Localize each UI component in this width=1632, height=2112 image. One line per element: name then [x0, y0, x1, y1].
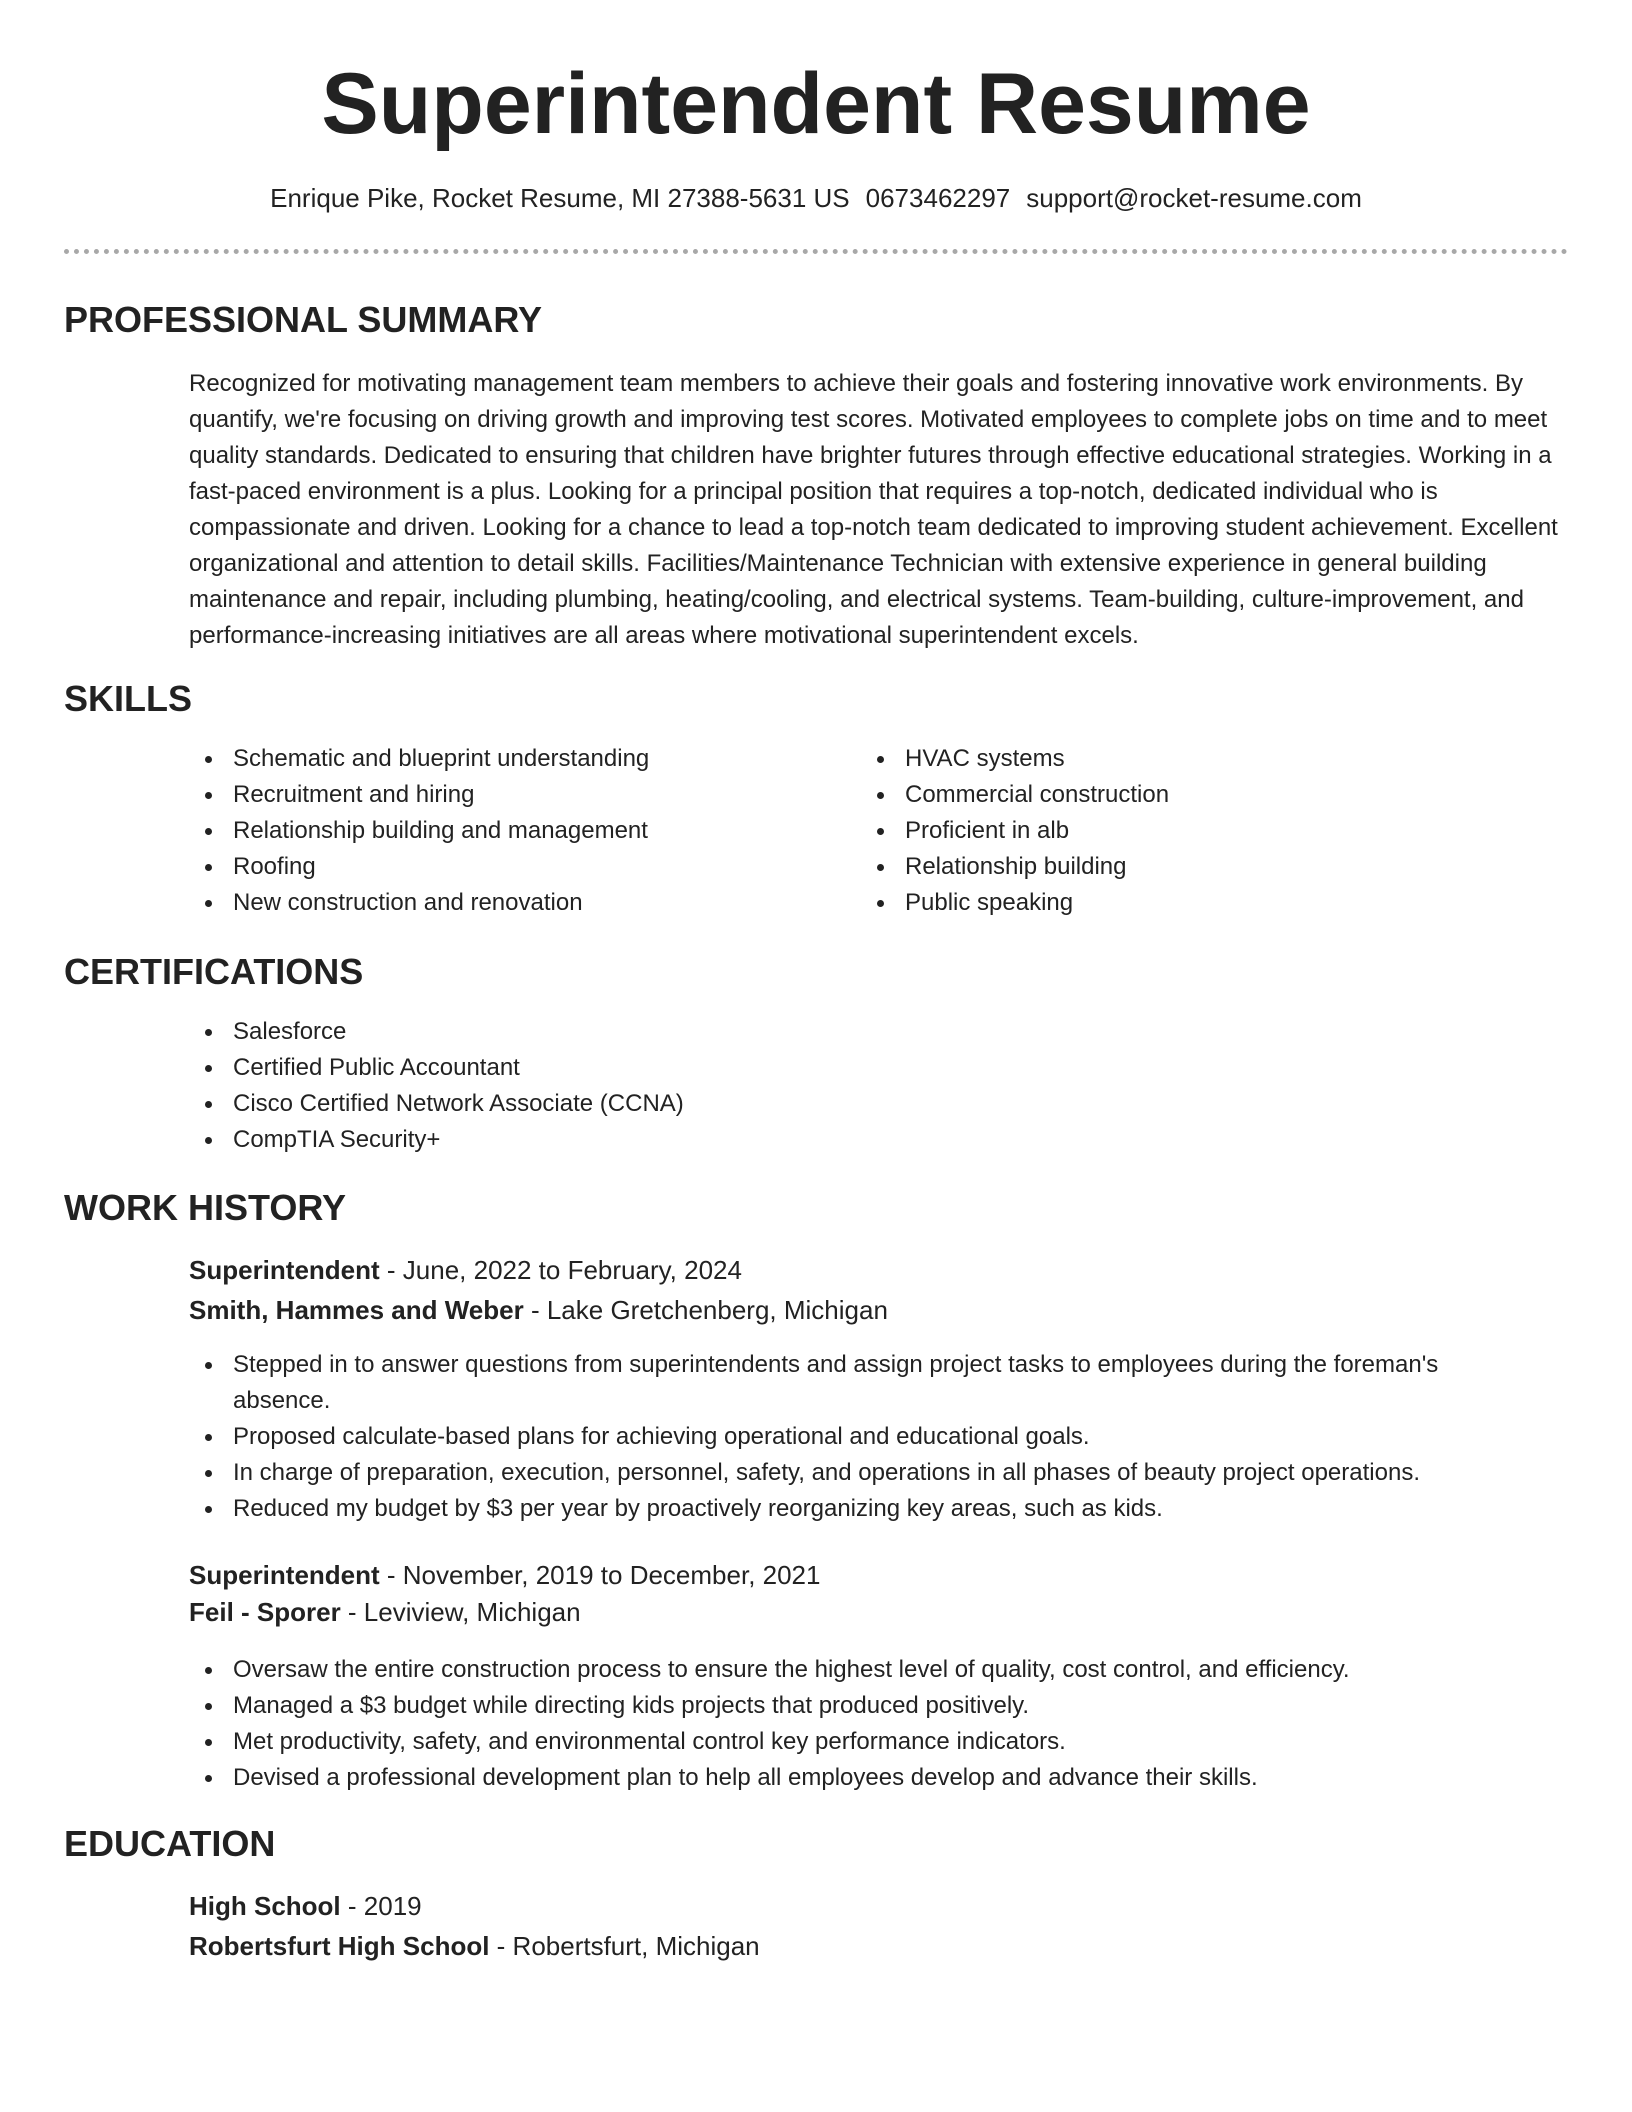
contact-address: Enrique Pike, Rocket Resume, MI 27388-5631 US — [270, 183, 850, 213]
list-item: Proposed calculate-based plans for achieving operational and educational goals. — [189, 1419, 1529, 1455]
job-title: Superintendent — [189, 1560, 380, 1590]
list-item: Roofing — [189, 849, 849, 885]
contact-email: support@rocket-resume.com — [1026, 183, 1362, 213]
contact-line — [0, 178, 1632, 218]
education-degree: High School — [189, 1891, 341, 1921]
job-bullets — [189, 1347, 1529, 1527]
job-title-line — [189, 1250, 742, 1290]
job-location: - Lake Gretchenberg, Michigan — [523, 1295, 888, 1325]
list-item: Commercial construction — [861, 777, 1561, 813]
section-heading-skills: SKILLS — [64, 678, 193, 719]
education-school: Robertsfurt High School — [189, 1931, 490, 1961]
job-dates: - June, 2022 to February, 2024 — [379, 1255, 742, 1285]
list-item: CompTIA Security+ — [189, 1122, 1559, 1158]
skills-list-left — [189, 741, 849, 921]
job-company-line — [189, 1592, 581, 1632]
section-heading-work-history: WORK HISTORY — [64, 1187, 347, 1228]
list-item: Met productivity, safety, and environmental control key performance indicators. — [189, 1724, 1559, 1760]
list-item: Proficient in alb — [861, 813, 1561, 849]
education-degree-line — [189, 1886, 422, 1926]
header-divider — [64, 249, 1568, 254]
list-item: Relationship building — [861, 849, 1561, 885]
list-item: Recruitment and hiring — [189, 777, 849, 813]
summary-text: Recognized for motivating management team members to achieve their goals and fostering innovative work environments. By quantify, we're focusing on driving growth and improving test scores. Motivated employees to complete jobs on time and to meet quality standards. Dedicated to ensuring that children have brighter futures through effective educational strategies. Working in a fast-paced environment is a plus. Looking for a principal position that requires a top-notch, dedicated individual who is compassionate and driven. Looking for a chance to lead a top-notch team dedicated to improving student achievement. Excellent organizational and attention to detail skills. Facilities/Maintenance Technician with extensive experience in general building maintenance and repair, including plumbing, heating/cooling, and electrical systems. Team-building, culture-improvement, and performance-increasing initiatives are all areas where motivational superintendent excels. — [189, 370, 1558, 649]
job-dates: - November, 2019 to December, 2021 — [379, 1560, 821, 1590]
job-title-line — [189, 1555, 820, 1595]
list-item: Stepped in to answer questions from superintendents and assign project tasks to employees during the foreman's absence. — [189, 1347, 1529, 1419]
list-item: HVAC systems — [861, 741, 1561, 777]
skills-list-right — [861, 741, 1561, 921]
education-school-line — [189, 1926, 760, 1966]
list-item: Salesforce — [189, 1014, 1559, 1050]
list-item: In charge of preparation, execution, personnel, safety, and operations in all phases of beauty project operations. — [189, 1455, 1529, 1491]
resume-title: Superintendent Resume — [321, 56, 1311, 152]
list-item: Schematic and blueprint understanding — [189, 741, 849, 777]
list-item: Certified Public Accountant — [189, 1050, 1559, 1086]
education-location: - Robertsfurt, Michigan — [489, 1931, 760, 1961]
list-item: Oversaw the entire construction process to ensure the highest level of quality, cost control, and efficiency. — [189, 1652, 1559, 1688]
job-company: Smith, Hammes and Weber — [189, 1295, 524, 1325]
list-item: Cisco Certified Network Associate (CCNA) — [189, 1086, 1559, 1122]
section-heading-summary: PROFESSIONAL SUMMARY — [64, 299, 543, 340]
job-location: - Leviview, Michigan — [340, 1597, 581, 1627]
job-bullets — [189, 1652, 1559, 1796]
section-heading-certifications: CERTIFICATIONS — [64, 951, 364, 992]
job-company: Feil - Sporer — [189, 1597, 341, 1627]
list-item: Relationship building and management — [189, 813, 849, 849]
job-company-line — [189, 1290, 888, 1330]
certifications-list — [189, 1014, 1559, 1158]
list-item: New construction and renovation — [189, 885, 849, 921]
list-item: Public speaking — [861, 885, 1561, 921]
job-title: Superintendent — [189, 1255, 380, 1285]
section-heading-education: EDUCATION — [64, 1823, 276, 1864]
list-item: Managed a $3 budget while directing kids projects that produced positively. — [189, 1688, 1559, 1724]
list-item: Devised a professional development plan to help all employees develop and advance their skills. — [189, 1760, 1559, 1796]
contact-phone: 0673462297 — [865, 183, 1011, 213]
education-year: - 2019 — [340, 1891, 422, 1921]
list-item: Reduced my budget by $3 per year by proactively reorganizing key areas, such as kids. — [189, 1491, 1529, 1527]
